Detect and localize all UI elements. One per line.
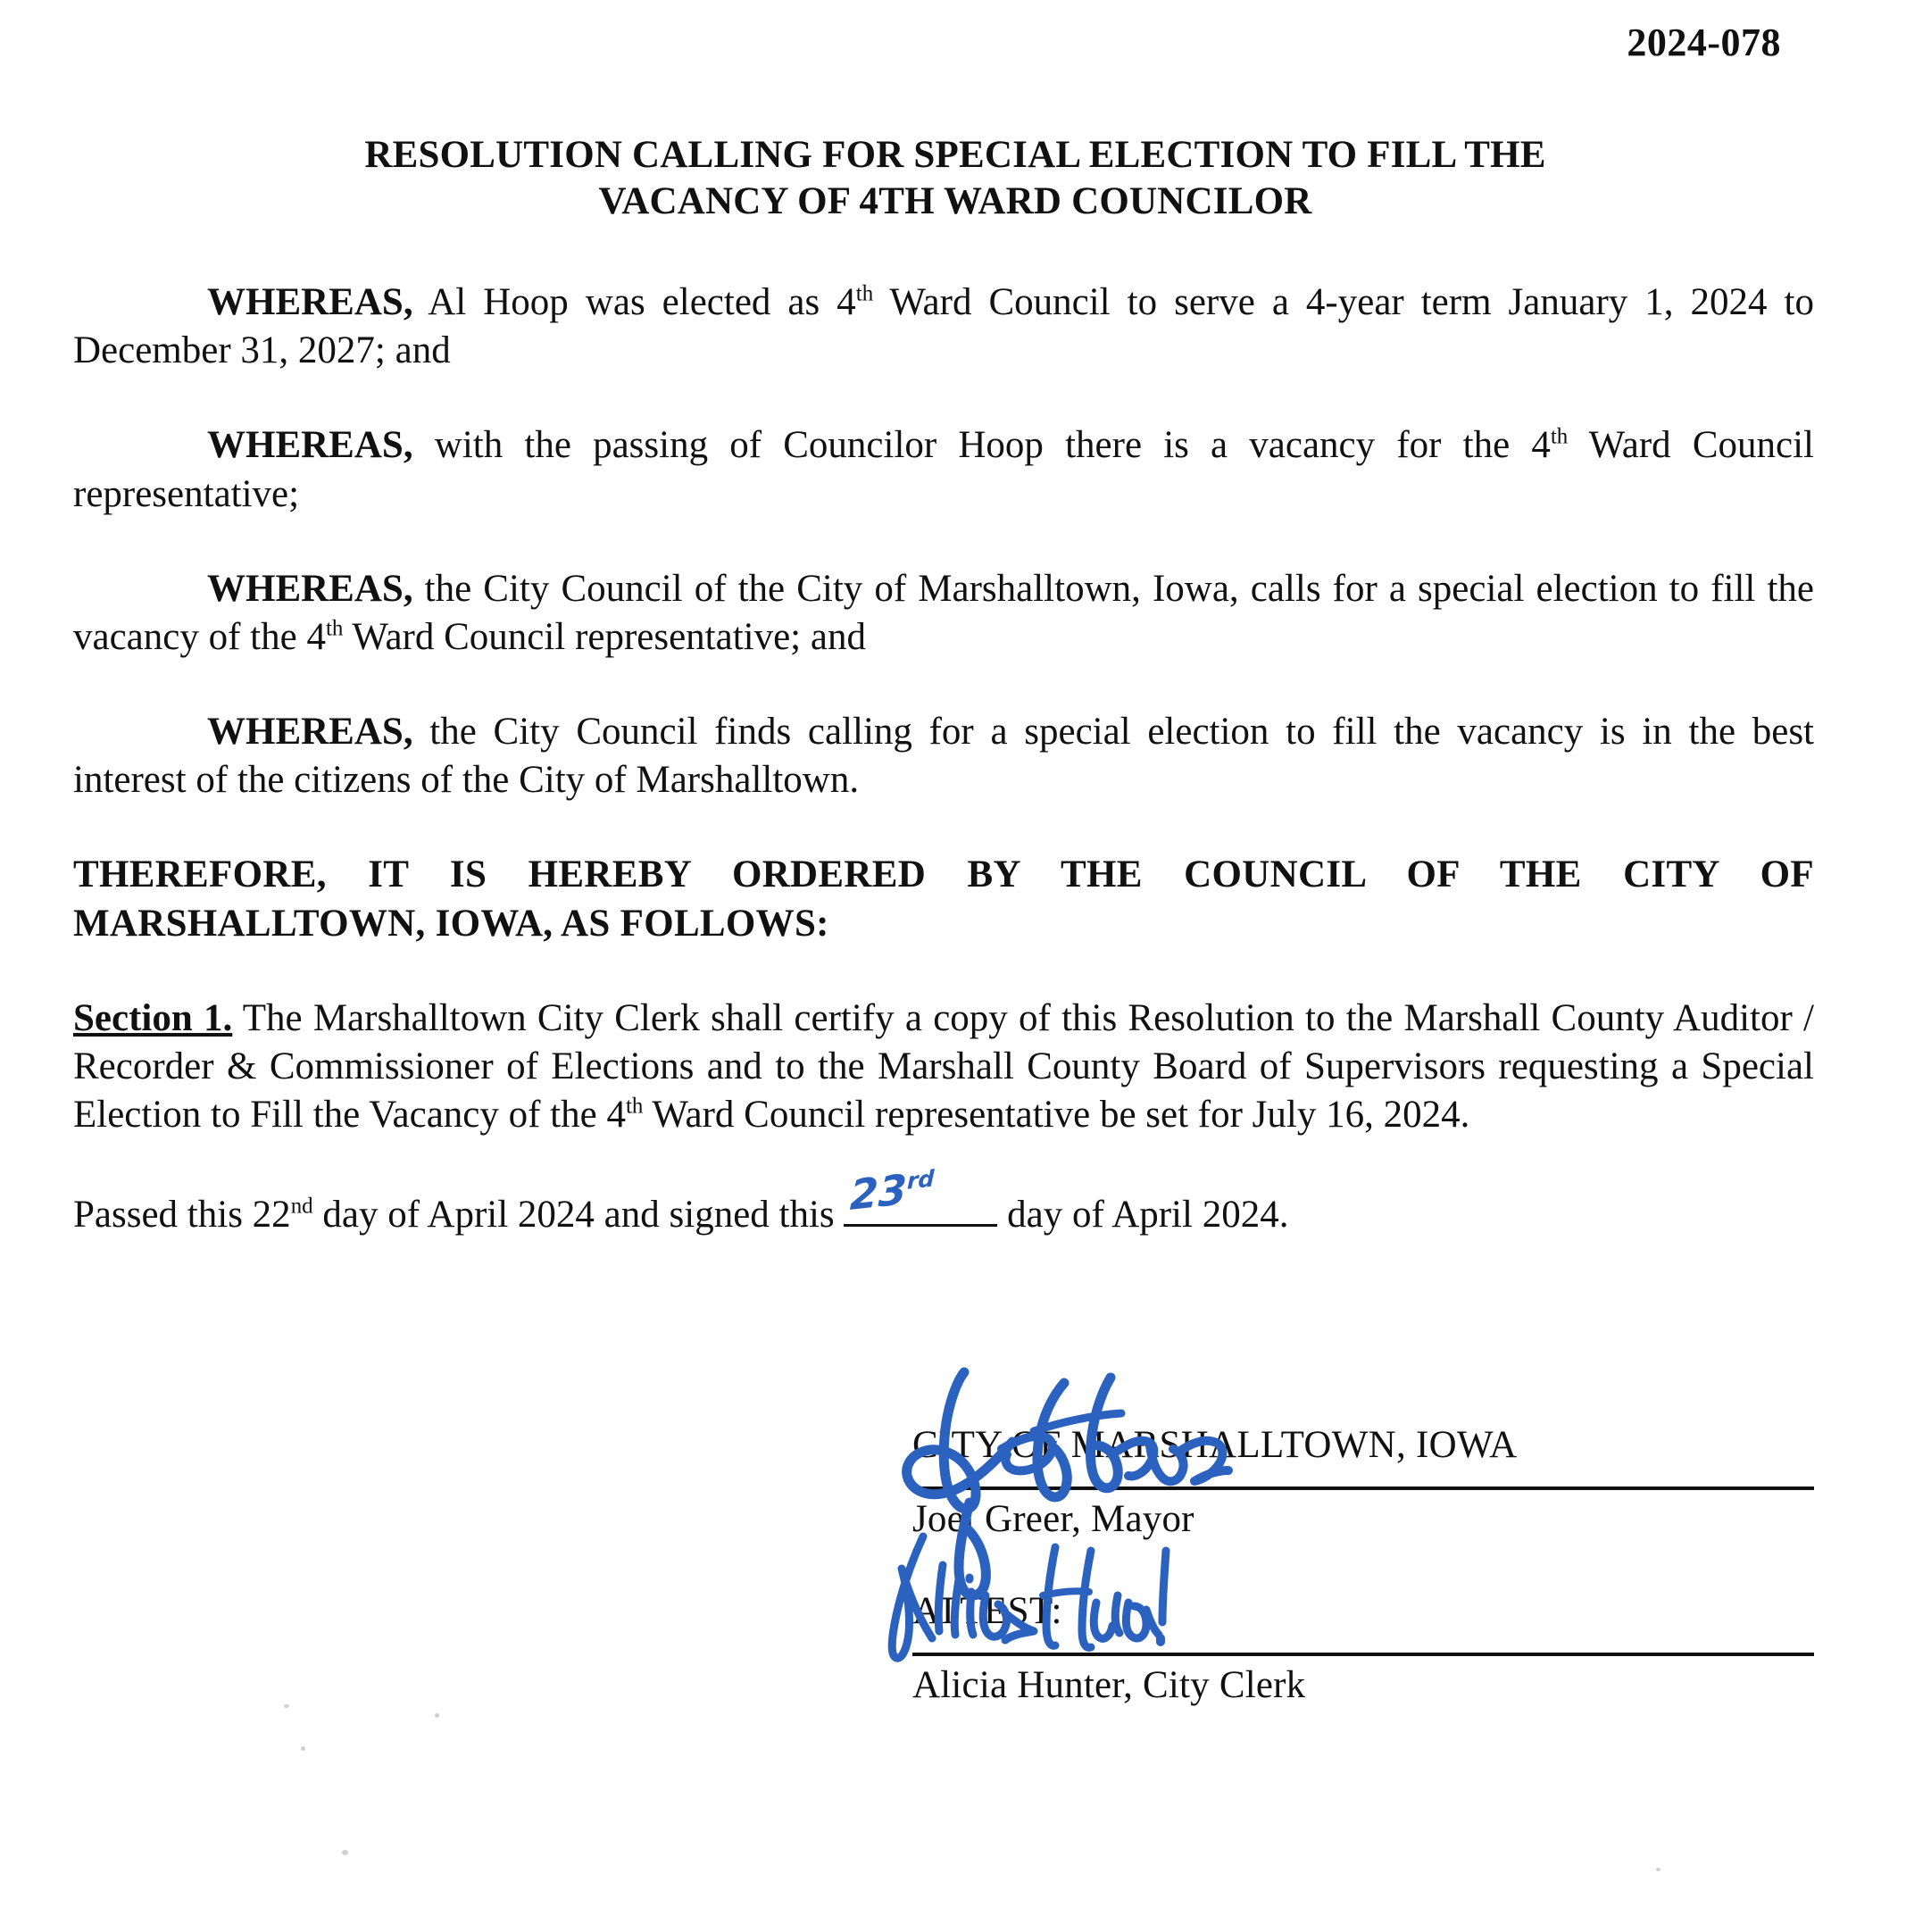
scan-speck [284,1704,289,1708]
recital-paragraph-4 [73,708,1814,804]
scan-speck [301,1746,305,1751]
title-line-1: RESOLUTION CALLING FOR SPECIAL ELECTION TO FILL THE [364,134,1546,176]
scan-speck [1656,1868,1660,1871]
passed-text-3: day of April 2024. [997,1194,1289,1237]
recital-text-1b: Ward Council to serve a 4-year term January 1, 2024 to December 31, 2027; and [73,281,1814,372]
passed-text-1: Passed this 22 [73,1194,291,1237]
section-1-label: Section 1. [73,996,233,1039]
ordering-clause [73,851,1814,947]
mayor-signature-slot [912,1486,1814,1541]
recital-text-3b: Ward Council representative; and [343,615,866,658]
recital-lead-3: WHEREAS, [207,567,413,610]
handwritten-signed-day [849,1162,935,1222]
recital-lead-4: WHEREAS, [207,711,413,754]
signature-block [912,1423,1814,1707]
attest-label: ATTEST: [912,1590,1062,1632]
section-1-text-a: The Marshalltown City Clerk shall certify a copy of this Resolution to the Marshall County Auditor / Recorder & Commissioner of Elections and to the Marshall County Board of Supervisors requesting a Special Election to Fill the Vacancy of the 4 [73,996,1814,1137]
ordinal-suffix-section: th [625,1094,644,1119]
passed-ordinal-suffix: nd [290,1194,313,1219]
document-number: 2024-078 [1627,21,1781,64]
clerk-signature-line [912,1653,1814,1656]
page-title [134,132,1777,226]
recital-text-3a: the City Council of the City of Marshalltown, Iowa, calls for a special election to fill the vacancy of the 4 [73,567,1814,658]
scan-speck [342,1850,348,1855]
ordinal-suffix-1: th [855,281,874,306]
mayor-signature-line [912,1486,1814,1490]
document-body [73,279,1814,1239]
recital-lead-2: WHEREAS, [207,424,413,467]
recital-text-1a: Al Hoop was elected as 4 [412,281,856,323]
passed-signed-statement [73,1165,1814,1239]
handwritten-day-suffix: rd [906,1165,936,1195]
ordinal-suffix-3: th [325,616,344,641]
handwritten-day-number: 23 [849,1165,909,1220]
recital-text-2a: with the passing of Councilor Hoop there is a vacancy for the 4 [412,424,1551,467]
scan-speck [435,1713,439,1718]
recital-lead-1: WHEREAS, [207,281,413,323]
title-line-2: VACANCY OF 4TH WARD COUNCILOR [598,180,1312,223]
signed-date-blank[interactable] [844,1165,997,1227]
mayor-name-label: Joel Greer, Mayor [912,1498,1194,1540]
signing-entity-label: CITY OF MARSHALLTOWN, IOWA [912,1424,1518,1466]
recital-paragraph-1 [73,279,1814,375]
ordering-clause-text: THEREFORE, IT IS HEREBY ORDERED BY THE COUNCIL OF THE CITY OF MARSHALLTOWN, IOWA, AS FOLLOWS: [73,854,1814,945]
recital-paragraph-3 [73,565,1814,662]
ordinal-suffix-2: th [1550,425,1569,450]
section-1-paragraph [73,995,1814,1140]
clerk-signature-slot [912,1653,1814,1707]
recital-paragraph-2 [73,421,1814,518]
recital-text-2b: Ward Council representative; [73,424,1814,515]
passed-text-2: day of April 2024 and signed this [312,1194,845,1237]
clerk-name-label: Alicia Hunter, City Clerk [912,1664,1306,1706]
section-1-text-b: Ward Council representative be set for July 16, 2024. [643,1094,1470,1137]
recital-text-4a: the City Council finds calling for a special election to fill the vacancy is in the best interest of the citizens of the City of Marshalltown. [73,711,1814,802]
